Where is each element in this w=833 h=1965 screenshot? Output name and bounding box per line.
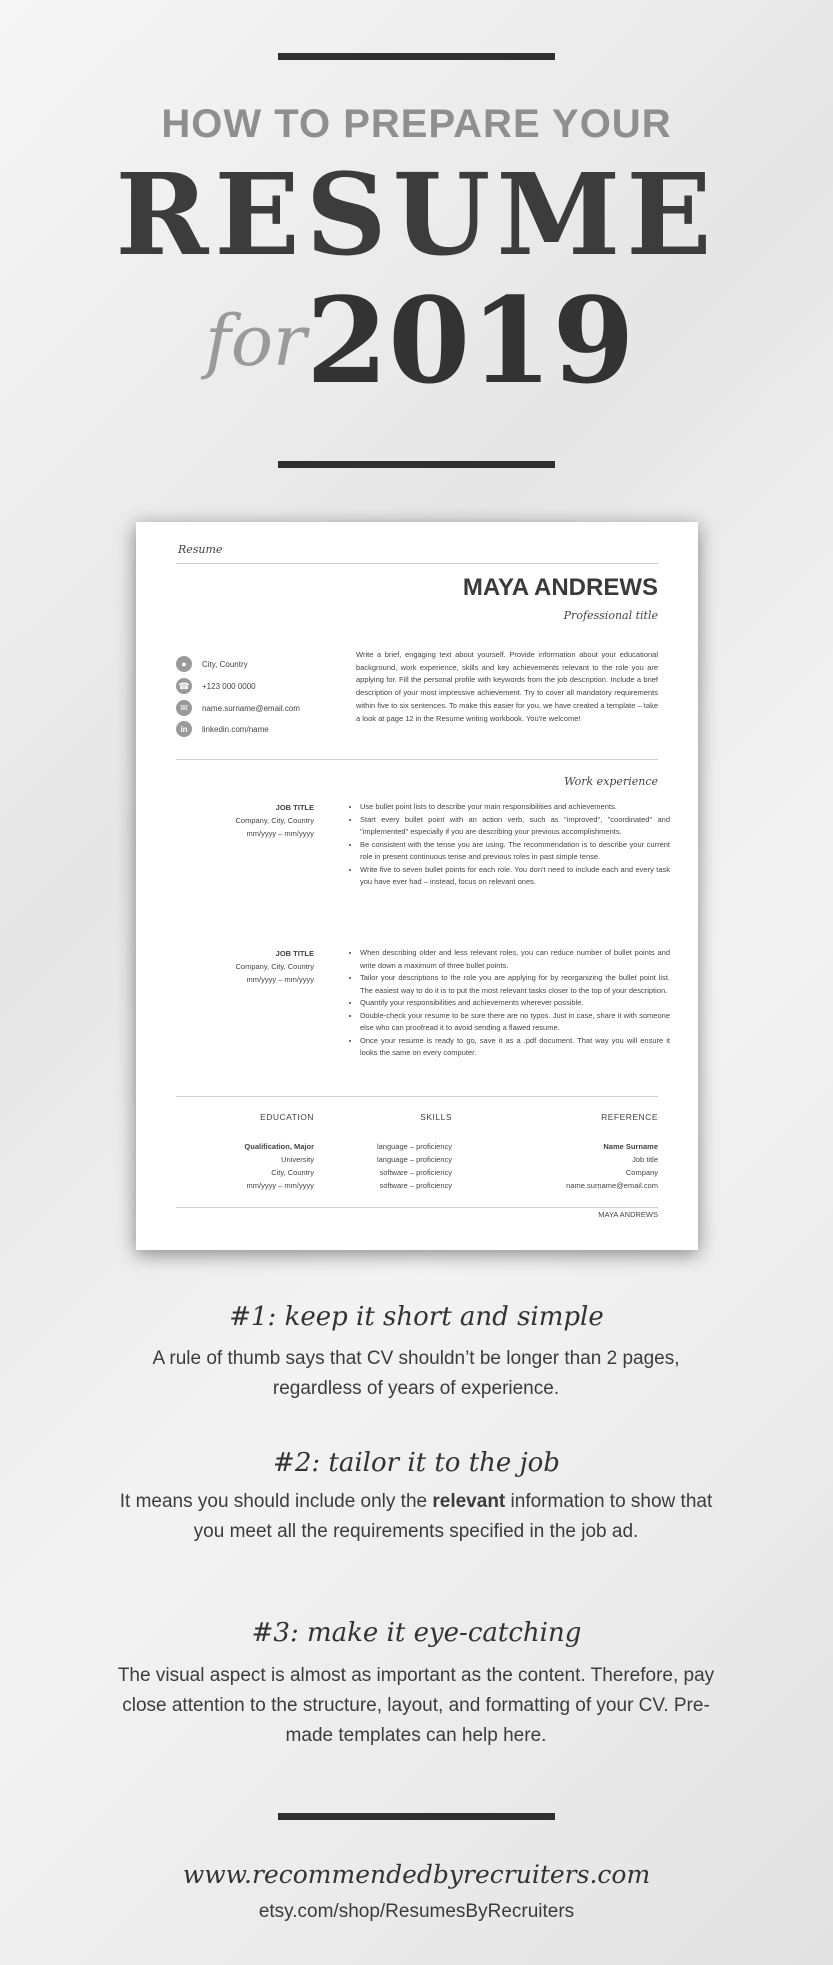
shop-url[interactable]: etsy.com/shop/ResumesByRecruiters: [258, 1901, 575, 1922]
top-divider: [278, 53, 555, 60]
linkedin-icon: in: [176, 721, 192, 737]
tip-2-body-bold: relevant: [432, 1491, 506, 1512]
reference-line: Job title: [632, 1155, 658, 1164]
education-line: University: [281, 1155, 314, 1164]
reference-block: [508, 1140, 658, 1192]
contact-text: linkedin.com/name: [202, 724, 269, 734]
headline-main: RESUME: [115, 150, 718, 281]
resume-label: Resume: [178, 543, 223, 556]
location-icon: ●: [176, 656, 192, 672]
job-bullet: • Start every bullet point with an action verb, such as "improved", "coordinated" and "implemented" especially if you are describing your previous accomplishments.: [360, 814, 670, 839]
job-dates: mm/yyyy – mm/yyyy: [246, 975, 314, 984]
tip-2-body-start: It means you should include only the: [119, 1491, 433, 1512]
job-meta: [176, 801, 314, 840]
headline-pre: HOW TO PREPARE YOUR: [161, 102, 672, 146]
skills-heading: SKILLS: [420, 1112, 452, 1122]
skill-line: software – proficiency: [379, 1181, 452, 1190]
work-experience-heading: Work experience: [564, 775, 658, 788]
skills-block: [322, 1140, 452, 1192]
contact-text: City, Country: [202, 659, 248, 669]
contact-email: [176, 700, 300, 716]
reference-line: Company: [625, 1168, 658, 1177]
job-bullet: • Be consistent with the tense you are using. The recommendation is to describe your current role in present continuous tense and previous roles in past simple tense.: [360, 839, 670, 864]
email-icon: ✉: [176, 700, 192, 716]
resume-rule: [176, 759, 658, 760]
tip-1-heading: #1: keep it short and simple: [229, 1302, 604, 1332]
resume-rule: [176, 1096, 658, 1097]
job-bullets: [348, 947, 670, 1060]
contact-text: name.surname@email.com: [202, 703, 300, 713]
job-bullet: • Quantify your responsibilities and achievements wherever possible.: [360, 997, 670, 1010]
job-company: Company, City, Country: [235, 962, 314, 971]
skill-line: language – proficiency: [376, 1155, 452, 1164]
header-bottom-divider: [278, 461, 555, 468]
resume-footer-name: MAYA ANDREWS: [598, 1210, 658, 1219]
resume-summary: Write a brief, engaging text about yourself. Provide information about your educational background, work experience, skills and key achievements relevant to the role you are applying for. Fill the personal profile with keywords from the job description. Include a brief description of your most impressive achievement. Try to cover all mandatory requirements within five to six sentences. To make this easier for you, we have created a template – take a look at page 12 in the Resume writing workbook. You're welcome!: [356, 650, 658, 723]
tip-3-heading: #3: make it eye-catching: [251, 1618, 582, 1648]
website-url[interactable]: www.recommendedbyrecruiters.com: [182, 1860, 651, 1889]
job-bullet: • Write five to seven bullet points for each role. You don't need to include each and every task you have ever had – instead, focus on relevant ones.: [360, 864, 670, 889]
education-block: [176, 1140, 314, 1192]
job-bullets: [348, 801, 670, 889]
job-company: Company, City, Country: [235, 816, 314, 825]
resume-top-rule: [176, 563, 658, 564]
job-bullet: • Tailor your descriptions to the role you are applying for by reorganizing the bullet point list. The easiest way to do it is to put the most relevant tasks closer to the top of your description.: [360, 972, 670, 997]
resume-preview: [136, 522, 698, 1250]
skill-line: language – proficiency: [376, 1142, 452, 1151]
contact-location: [176, 656, 248, 672]
tip-2-body-end: information to show that you meet all the requirements specified in the job ad.: [193, 1491, 713, 1542]
job-dates: mm/yyyy – mm/yyyy: [246, 829, 314, 838]
education-line: City, Country: [271, 1168, 314, 1177]
job-bullet: • When describing older and less relevant roles, you can reduce number of bullet points and write down a maximum of three bullet points.: [360, 947, 670, 972]
education-heading: EDUCATION: [260, 1112, 314, 1122]
tip-2-heading: #2: tailor it to the job: [273, 1448, 560, 1478]
reference-line: name.surname@email.com: [566, 1181, 658, 1190]
contact-linkedin: [176, 721, 269, 737]
job-bullet: • Double-check your resume to be sure there are no typos. Just in case, share it with someone else who can proofread it to avoid sending a flawed resume.: [360, 1010, 670, 1035]
resume-rule: [176, 1207, 658, 1208]
contact-text: +123 000 0000: [202, 681, 256, 691]
tip-3-body: The visual aspect is almost as important as the content. Therefore, pay close attention to the structure, layout, and formatting of your CV. Pre-made templates can help here.: [117, 1665, 715, 1746]
job-title: JOB TITLE: [275, 949, 314, 958]
bottom-divider: [278, 1813, 555, 1820]
education-line: Qualification, Major: [244, 1142, 314, 1151]
job-meta: [176, 947, 314, 986]
phone-icon: ☎: [176, 678, 192, 694]
contact-phone: [176, 678, 256, 694]
reference-line: Name Surname: [603, 1142, 658, 1151]
skill-line: software – proficiency: [379, 1168, 452, 1177]
tip-2-body: [106, 1487, 726, 1547]
headline-for: for: [205, 300, 307, 382]
resume-professional-title: Professional title: [563, 609, 658, 622]
tip-1-body: A rule of thumb says that CV shouldn’t be longer than 2 pages, regardless of years of experience.: [152, 1348, 680, 1399]
resume-name: MAYA ANDREWS: [462, 574, 658, 601]
job-bullet: • Use bullet point lists to describe your main responsibilities and achievements.: [360, 801, 670, 814]
job-bullet: • Once your resume is ready to go, save it as a .pdf document. That way you will ensure it looks the same on every computer.: [360, 1035, 670, 1060]
job-title: JOB TITLE: [275, 803, 314, 812]
education-line: mm/yyyy – mm/yyyy: [246, 1181, 314, 1190]
headline-year: 2019: [306, 271, 635, 410]
reference-heading: REFERENCE: [601, 1112, 658, 1122]
